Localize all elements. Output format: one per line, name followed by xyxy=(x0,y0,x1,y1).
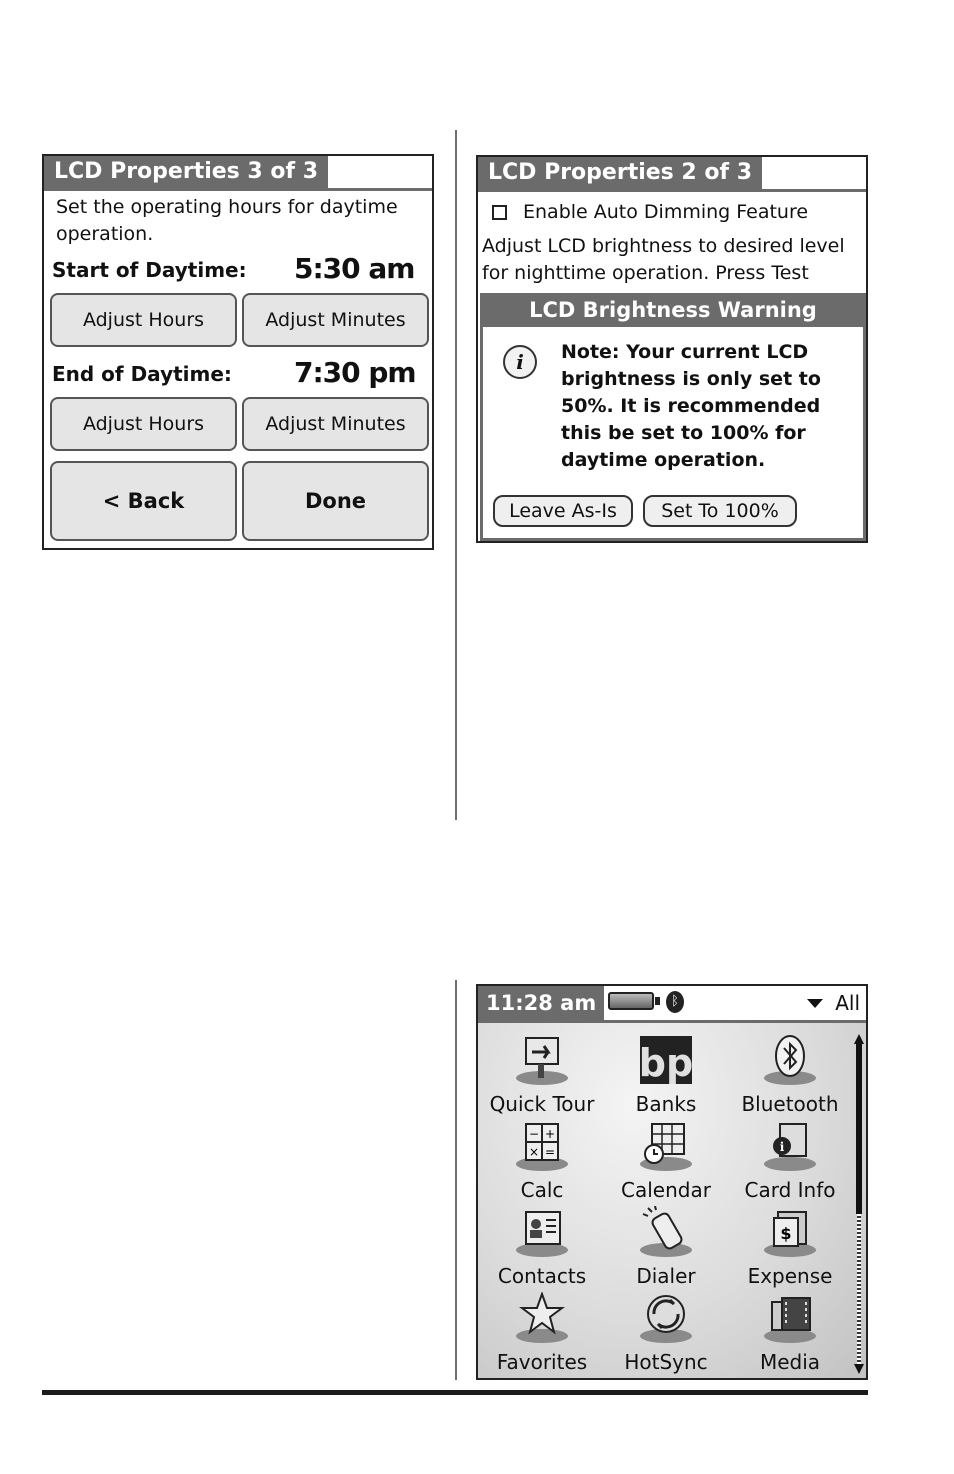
set-to-100-button[interactable]: Set To 100% xyxy=(643,495,797,527)
clock[interactable]: 11:28 am xyxy=(478,986,604,1020)
dialog-message: Note: Your current LCD brightness is only set to 50%. It is recommended this be set to 100% for daytime operation. xyxy=(561,341,821,471)
banks-icon xyxy=(638,1034,694,1086)
app-contacts[interactable] xyxy=(478,1202,606,1288)
contacts-icon xyxy=(514,1206,570,1258)
app-label: Media xyxy=(759,1350,821,1374)
svg-text:$: $ xyxy=(780,1224,792,1243)
lcd-brightness-warning-dialog xyxy=(480,293,866,541)
end-adjust-hours-button[interactable]: Adjust Hours xyxy=(50,397,237,451)
app-label: HotSync xyxy=(624,1350,708,1374)
start-adjust-minutes-button[interactable]: Adjust Minutes xyxy=(242,293,429,347)
dialer-icon xyxy=(638,1206,694,1258)
end-adjust-minutes-button[interactable]: Adjust Minutes xyxy=(242,397,429,451)
svg-text:i: i xyxy=(779,1140,785,1154)
app-label: Contacts xyxy=(497,1264,587,1288)
category-picker[interactable] xyxy=(807,986,860,1020)
app-hotsync[interactable] xyxy=(602,1288,730,1374)
auto-dimming-label: Enable Auto Dimming Feature xyxy=(523,201,809,223)
intro-text: Set the operating hours for daytime operation. xyxy=(56,196,398,245)
scroll-thumb[interactable] xyxy=(856,1044,862,1214)
column-divider-bottom xyxy=(455,980,457,1380)
hotsync-icon xyxy=(638,1292,694,1344)
expense-icon xyxy=(762,1206,818,1258)
app-card-info[interactable] xyxy=(726,1116,854,1202)
calendar-icon xyxy=(638,1120,694,1172)
dialog-title: LCD Brightness Warning xyxy=(483,293,863,327)
end-of-daytime-label: End of Daytime: xyxy=(52,362,232,386)
start-of-daytime-label: Start of Daytime: xyxy=(52,258,247,282)
app-label: Bluetooth xyxy=(741,1092,839,1116)
auto-dimming-row[interactable] xyxy=(492,201,808,223)
lcd-properties-2-screen xyxy=(476,155,868,543)
svg-text:bp: bp xyxy=(638,1041,694,1085)
app-label: Quick Tour xyxy=(489,1092,595,1116)
done-button[interactable]: Done xyxy=(242,461,429,541)
media-icon xyxy=(762,1292,818,1344)
scroll-down-arrow-icon[interactable] xyxy=(854,1364,864,1374)
app-label: Calc xyxy=(520,1178,564,1202)
bluetooth-icon xyxy=(762,1034,818,1086)
app-label: Expense xyxy=(747,1264,833,1288)
title-bar xyxy=(478,157,866,192)
svg-text:+: + xyxy=(544,1127,556,1141)
app-label: Dialer xyxy=(636,1264,696,1288)
screen-title: LCD Properties 2 of 3 xyxy=(478,157,762,189)
bluetooth-status-icon[interactable]: ᛒ xyxy=(666,991,684,1013)
app-label: Banks xyxy=(635,1092,697,1116)
end-time-value: 7:30 pm xyxy=(294,356,416,389)
calc-icon xyxy=(514,1120,570,1172)
scroll-up-arrow-icon[interactable] xyxy=(854,1034,864,1044)
quick-tour-icon xyxy=(514,1034,570,1086)
app-bluetooth[interactable] xyxy=(726,1030,854,1116)
app-label: Calendar xyxy=(621,1178,711,1202)
page-bottom-rule xyxy=(42,1390,868,1395)
screen-title: LCD Properties 3 of 3 xyxy=(44,156,328,188)
app-launcher-screen xyxy=(476,984,868,1380)
app-label: Card Info xyxy=(744,1178,836,1202)
battery-icon[interactable] xyxy=(608,992,654,1010)
favorites-icon xyxy=(514,1292,570,1344)
column-divider-top xyxy=(455,130,457,820)
svg-text:−: − xyxy=(528,1127,540,1141)
app-label: Favorites xyxy=(496,1350,588,1374)
status-bar xyxy=(478,986,866,1023)
app-banks[interactable] xyxy=(602,1030,730,1116)
category-label: All xyxy=(835,991,860,1015)
app-expense[interactable] xyxy=(726,1202,854,1288)
info-icon: i xyxy=(503,345,537,379)
svg-text:=: = xyxy=(544,1145,556,1159)
svg-text:×: × xyxy=(528,1145,540,1159)
app-quick-tour[interactable] xyxy=(478,1030,606,1116)
back-button[interactable]: < Back xyxy=(50,461,237,541)
chevron-down-icon xyxy=(807,999,823,1008)
brightness-instructions: Adjust LCD brightness to desired level for nighttime operation. Press Test xyxy=(482,235,845,284)
auto-dimming-checkbox[interactable] xyxy=(492,205,507,220)
start-adjust-hours-button[interactable]: Adjust Hours xyxy=(50,293,237,347)
app-calendar[interactable] xyxy=(602,1116,730,1202)
app-media[interactable] xyxy=(726,1288,854,1374)
card-info-icon xyxy=(762,1120,818,1172)
app-favorites[interactable] xyxy=(478,1288,606,1374)
launcher-scrollbar[interactable] xyxy=(854,1034,864,1374)
start-time-value: 5:30 am xyxy=(294,252,415,285)
title-bar xyxy=(44,156,432,191)
leave-as-is-button[interactable]: Leave As-Is xyxy=(493,495,633,527)
app-dialer[interactable] xyxy=(602,1202,730,1288)
app-calc[interactable] xyxy=(478,1116,606,1202)
lcd-properties-3-screen xyxy=(42,154,434,550)
